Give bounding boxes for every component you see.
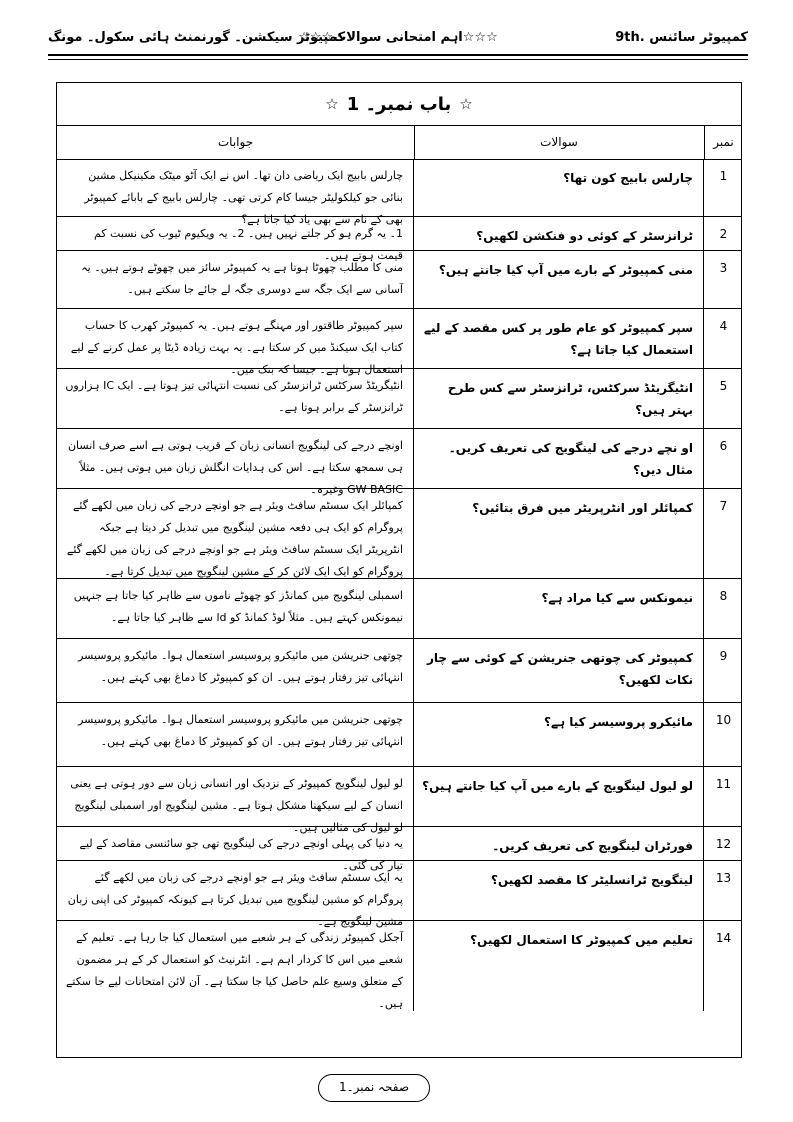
question-cell: مائیکرو پروسیسر کیا ہے؟ — [414, 703, 704, 766]
number-cell: 5 — [719, 379, 728, 393]
question-cell: انٹیگریٹڈ سرکٹس، ٹرانزسٹر سے کس طرح بہتر ہیں؟ — [414, 369, 704, 428]
header-school: کمپیوٹر سیکشن۔ گورنمنٹ ہائی سکول۔ مونگ — [48, 30, 346, 45]
number-cell: 2 — [719, 227, 728, 241]
number-cell: 6 — [719, 439, 728, 453]
chapter-heading — [57, 83, 741, 126]
answer-cell: 1۔ یہ گرم ہو کر جلتے نہیں ہیں۔ 2۔ یہ ویکیوم ٹیوب کی نسبت کم قیمت ہوتے ہیں۔ — [57, 217, 414, 250]
table-row — [57, 489, 741, 579]
question-cell: چارلس بابیج کون تھا؟ — [414, 159, 704, 216]
number-cell: 14 — [715, 931, 732, 945]
answer-cell: منی کا مطلب چھوٹا ہوتا ہے یہ کمپیوٹر سائز میں چھوٹے ہوتے ہیں۔ یہ آسانی سے ایک جگہ سے دوسری جگہ لے جائے جا سکتے ہیں۔ — [57, 251, 414, 308]
chapter-title: باب نمبر۔ 1 — [346, 93, 452, 115]
number-cell: 11 — [715, 777, 732, 791]
table-row — [57, 251, 741, 309]
table-row — [57, 579, 741, 639]
question-cell: ٹرانزسٹر کے کوئی دو فنکشن لکھیں؟ — [414, 217, 704, 250]
table-row — [57, 703, 741, 767]
star-icon: ☆ — [325, 95, 339, 113]
header-rule-thin — [48, 59, 748, 60]
table-row — [57, 639, 741, 703]
question-cell: لینگویج ٹرانسلیٹر کا مقصد لکھیں؟ — [414, 861, 704, 920]
table-row — [57, 827, 741, 872]
question-cell: سپر کمپیوٹر کو عام طور پر کس مقصد کے لیے استعمال کیا جاتا ہے؟ — [414, 309, 704, 368]
header-rule — [48, 54, 748, 56]
answer-cell: یہ ایک سسٹم سافٹ ویئر ہے جو اونچے درجے کی زبان میں لکھے گئے پروگرام کو مشین لینگویج میں تبدیل کرتا ہے کیونکہ کمپیوٹر کی اپنی زبان مشین لینگویج ہے۔ — [57, 861, 414, 920]
question-cell: او نچے درجے کی لینگویج کی تعریف کریں۔ مثال دیں؟ — [414, 429, 704, 488]
table-row — [57, 861, 741, 928]
table-row — [57, 369, 741, 429]
table-row — [57, 767, 741, 834]
question-cell: کمپیوٹر کی چوتھی جنریشن کے کوئی سے چار نکات لکھیں؟ — [414, 639, 704, 702]
answer-cell: اسمبلی لینگویج میں کمانڈز کو چھوٹے ناموں سے ظاہر کیا جاتا ہے جنہیں نیمونکس کہتے ہیں۔ مثلاً لوڈ کمانڈ کو ld سے ظاہر کیا جاتا ہے۔ — [57, 579, 414, 638]
table-row — [57, 429, 741, 496]
number-cell: 3 — [719, 261, 728, 275]
question-cell: نیمونکس سے کیا مراد ہے؟ — [414, 579, 704, 638]
number-cell: 8 — [719, 589, 728, 603]
table-row — [57, 309, 741, 376]
question-cell: منی کمپیوٹر کے بارے میں آپ کیا جانتے ہیں؟ — [414, 251, 704, 308]
number-cell: 13 — [715, 871, 732, 885]
number-cell: 12 — [715, 837, 732, 851]
table-header — [57, 125, 741, 160]
question-cell: فورٹران لینگویج کی تعریف کریں۔ — [414, 827, 704, 860]
number-cell: 9 — [719, 649, 728, 663]
table-row — [57, 921, 741, 1011]
question-cell: تعلیم میں کمپیوٹر کا استعمال لکھیں؟ — [414, 921, 704, 1011]
answer-cell: سپر کمپیوٹر طاقتور اور مہنگے ہوتے ہیں۔ یہ کمپیوٹر کھرب کا حساب کتاب ایک سیکنڈ میں کر سکتا ہے۔ یہ بہت زیادہ ڈیٹا پر عمل کرنے کے لیے استعمال ہوتا ہے۔ جیسا کہ بنک میں۔ — [57, 309, 414, 368]
number-cell: 1 — [719, 169, 728, 183]
page-number: صفحہ نمبر۔1 — [318, 1074, 430, 1102]
answer-cell: انٹیگریٹڈ سرکٹس ٹرانزسٹر کی نسبت انتہائی تیز ہوتا ہے۔ ایک IC ہزاروں ٹرانزسٹر کے برابر ہوتا ہے۔ — [57, 369, 414, 428]
answer-cell: چوتھی جنریشن میں مائیکرو پروسیسر استعمال ہوا۔ مائیکرو پروسیسر انتہائی تیز رفتار ہوتے ہیں۔ ان کو کمپیوٹر کا دماغ بھی کہتے ہیں۔ — [57, 639, 414, 702]
number-cell: 10 — [715, 713, 732, 727]
page-header — [48, 26, 748, 52]
column-header-answers: جوابات — [57, 125, 415, 159]
answer-cell: یہ دنیا کی پہلی اونچے درجے کی لینگویج تھی جو سائنسی مقاصد کے لیے تیار کی گئی۔ — [57, 827, 414, 860]
answer-cell: چارلس بابیج ایک ریاضی دان تھا۔ اس نے ایک آٹو میٹک مکینیکل مشین بنائی جو کیلکولیٹر جیسا کام کرتی تھی۔ چارلس بابیج کے بابائے کمپیوٹر بھی کے نام سے بھی یاد کیا جاتا ہے؟ — [57, 159, 414, 216]
column-header-questions: سوالات — [414, 125, 705, 159]
answer-cell: آجکل کمپیوٹر زندگی کے ہر شعبے میں استعمال کیا جا رہا ہے۔ تعلیم کے شعبے میں اس کا کردار اہم ہے۔ انٹرنیٹ کو استعمال کر کے ہر مضمون کے متعلق وسیع علم حاصل کیا جا سکتا ہے۔ آن لائن امتحانات لیے جا سکتے ہیں۔ — [57, 921, 414, 1011]
question-cell: لو لیول لینگویج کے بارے میں آپ کیا جانتے ہیں؟ — [414, 767, 704, 826]
number-cell: 4 — [719, 319, 728, 333]
answer-cell: کمپائلر ایک سسٹم سافٹ ویئر ہے جو اونچے درجے کی زبان میں لکھے گئے پروگرام کو ایک ہی دفعہ مشین لینگویج میں تبدیل کر دیتا ہے جبکہ انٹرپریٹر ایک سسٹم سافٹ ویئر ہے جو اونچے درجے کی زبان میں لکھے گئے پروگرام کو ایک ایک لائن کر کے مشین لینگویج میں تبدیل کرتا ہے۔ — [57, 489, 414, 578]
star-icon: ☆ — [459, 95, 473, 113]
number-cell: 7 — [719, 499, 728, 513]
answer-cell: اونچے درجے کی لینگویج انسانی زبان کے قریب ہوتی ہے اسے صرف انسان ہی سمجھ سکتا ہے۔ اس کی ہدایات انگلش زبان میں ہوتی ہیں۔ مثلاً GW BASIC وغیرہ۔ — [57, 429, 414, 488]
question-cell: کمپائلر اور انٹرپریٹر میں فرق بتائیں؟ — [414, 489, 704, 578]
questions-table — [56, 82, 742, 1058]
column-header-number: نمبر — [713, 135, 734, 149]
table-row — [57, 217, 741, 262]
table-row — [57, 159, 741, 226]
answer-cell: چوتھی جنریشن میں مائیکرو پروسیسر استعمال ہوا۔ مائیکرو پروسیسر انتہائی تیز رفتار ہوتے ہیں۔ ان کو کمپیوٹر کا دماغ بھی کہتے ہیں۔ — [57, 703, 414, 766]
header-title: ☆☆☆اہم امتحانی سوالات☆☆☆ — [298, 30, 498, 45]
answer-cell: لو لیول لینگویج کمپیوٹر کے نزدیک اور انسانی زبان سے دور ہوتی ہے یعنی انسان کے لیے سیکھنا مشکل ہوتا ہے۔ مشین لینگویج اور اسمبلی لینگویج لو لیول کی مثالیں ہیں۔ — [57, 767, 414, 826]
header-subject: کمپیوٹر سائنس .9th — [615, 30, 748, 45]
